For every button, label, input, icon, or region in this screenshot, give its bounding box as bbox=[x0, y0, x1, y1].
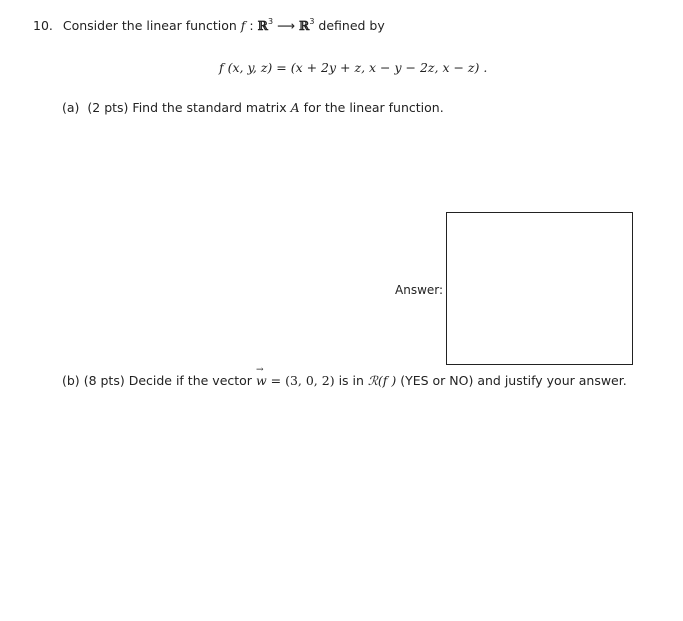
function-definition-formula: f (x, y, z) = (x + 2y + z, x − y − 2z, x − z) . bbox=[219, 60, 488, 75]
codomain-symbol: ℝ bbox=[298, 18, 310, 33]
part-a-text-before: Find the standard matrix bbox=[132, 100, 287, 115]
part-b-points: (8 pts) bbox=[83, 373, 125, 388]
function-colon: : bbox=[245, 18, 258, 33]
domain-symbol: ℝ bbox=[257, 18, 268, 33]
question-header bbox=[33, 18, 385, 33]
range-expression: ℛ(f ) bbox=[367, 373, 397, 388]
part-a-points: (2 pts) bbox=[87, 100, 129, 115]
part-a bbox=[62, 100, 444, 115]
question-number: 10. bbox=[33, 18, 53, 33]
defined-by-text: defined by bbox=[314, 18, 385, 33]
part-b-text-before: Decide if the vector bbox=[128, 373, 252, 388]
part-a-label: (a) bbox=[62, 100, 80, 115]
part-b bbox=[62, 373, 627, 388]
answer-box[interactable] bbox=[446, 212, 633, 365]
is-in-text: is in bbox=[338, 373, 364, 388]
matrix-symbol: A bbox=[290, 100, 300, 115]
part-a-text-after: for the linear function. bbox=[303, 100, 444, 115]
part-b-text-after: (YES or NO) and justify your answer. bbox=[400, 373, 627, 388]
vector-value: = (3, 0, 2) bbox=[270, 373, 335, 388]
function-name: f bbox=[240, 18, 246, 33]
vector-symbol: → w bbox=[256, 373, 267, 388]
part-b-label: (b) bbox=[62, 373, 80, 388]
maps-to-arrow: ⟶ bbox=[273, 18, 299, 33]
codomain-exponent: 3 bbox=[309, 17, 315, 26]
domain-exponent: 3 bbox=[267, 17, 274, 26]
answer-label: Answer: bbox=[395, 283, 444, 297]
question-intro: Consider the linear function bbox=[62, 18, 237, 33]
